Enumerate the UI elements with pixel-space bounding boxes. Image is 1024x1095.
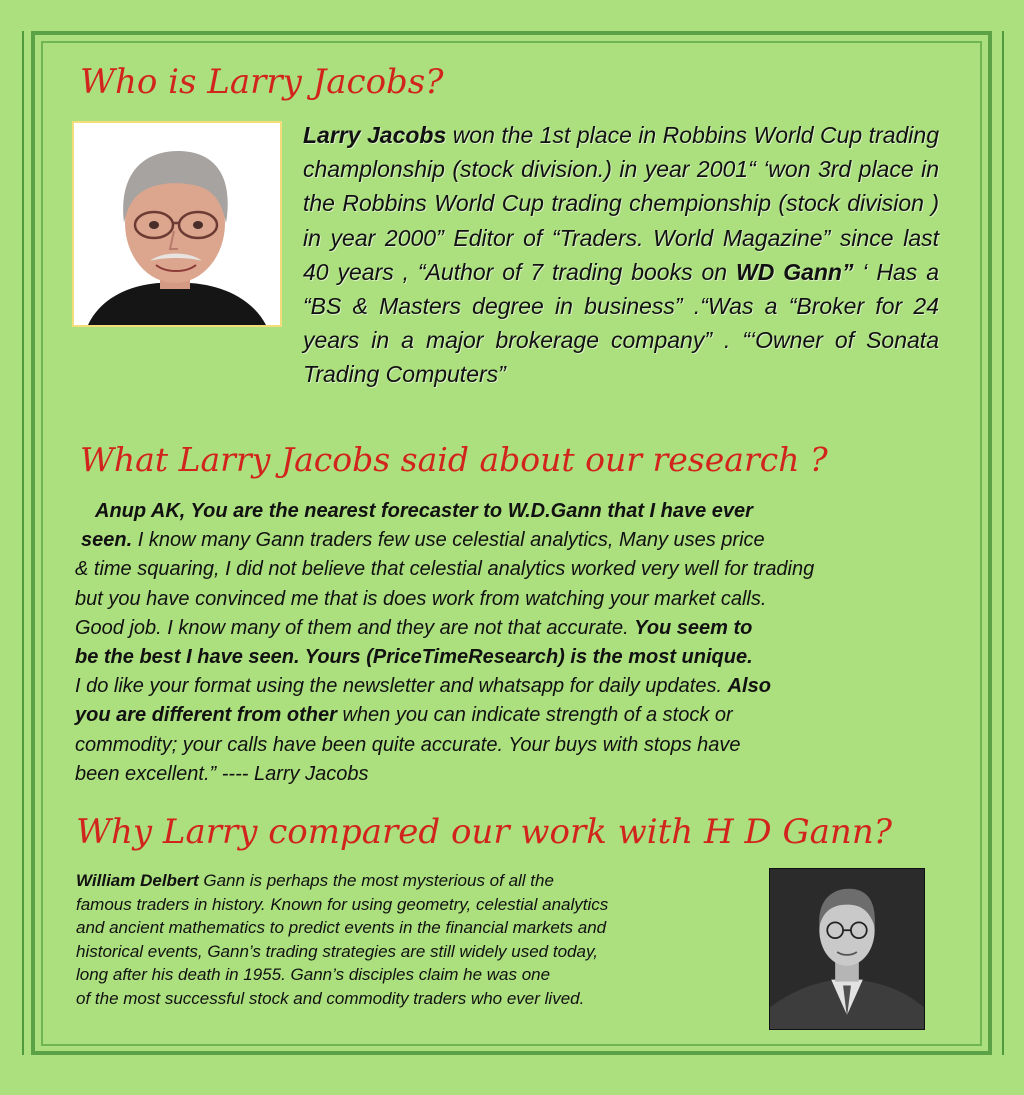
quote-line xyxy=(75,701,965,730)
portrait-illustration xyxy=(74,123,280,325)
quote-bold-text: Anup AK, You are the nearest forecaster to W.D.Gann that I have ever xyxy=(95,500,753,522)
gann-line xyxy=(76,869,766,893)
quote-bold-text: seen. xyxy=(81,529,133,552)
gann-text: Gann is perhaps the most mysterious of all the xyxy=(198,871,554,890)
quote-line: but you have convinced me that is does work from watching your market calls. xyxy=(75,587,767,610)
bio-name: Larry Jacobs xyxy=(303,122,447,148)
gann-portrait-illustration xyxy=(770,869,924,1029)
bio-text-2: ‘ Has a “BS & Masters degree in business” .“Was a “Broker for 24 years in a major brokerage company” . “‘Owner of Sonata Trading Computers” xyxy=(303,258,939,388)
quote-line: been excellent.” ---- Larry Jacobs xyxy=(75,762,369,785)
quote-line xyxy=(75,614,965,643)
quote-line xyxy=(75,497,965,526)
quote-line xyxy=(75,672,965,701)
gann-line: famous traders in history. Known for using geometry, celestial analytics xyxy=(76,894,609,914)
gann-bold-text: William Delbert xyxy=(76,871,199,890)
quote-line xyxy=(75,526,965,555)
wd-gann-photo xyxy=(769,868,925,1030)
quote-bold-text: Also xyxy=(727,675,771,698)
gann-line: historical events, Gann’s trading strategies are still widely used today, xyxy=(76,941,598,961)
quote-bold-text: be the best I have seen. Yours (PriceTimeResearch) is the most unique. xyxy=(75,646,753,669)
quote-text: I do like your format using the newsletter and whatsapp for daily updates. xyxy=(75,675,728,698)
quote-text: Good job. I know many of them and they are not that accurate. xyxy=(75,616,635,639)
heading-what-larry-said: What Larry Jacobs said about our research ? xyxy=(80,440,828,479)
quote-text: when you can indicate strength of a stock or xyxy=(336,704,733,727)
bio-bold-wd-gann: WD Gann” xyxy=(735,258,854,285)
quote-line xyxy=(75,643,965,672)
bio-text-1: won the 1st place in Robbins World Cup trading champlonship (stock division.) in year 2001“ ‘won 3rd place in the Robbins World Cup trading chempionship (stock division ) in year 2000” Editor of “Traders. World Magazine” since last 40 years , “Author of 7 trading books on xyxy=(303,122,939,285)
larry-jacobs-photo xyxy=(72,121,282,327)
quote-line: & time squaring, I did not believe that celestial analytics worked very well for trading xyxy=(75,558,815,581)
larry-jacobs-bio xyxy=(303,118,939,392)
heading-why-compared-gann: Why Larry compared our work with H D Gann? xyxy=(76,812,892,852)
quote-text: I know many Gann traders few use celestial analytics, Many uses price xyxy=(132,529,765,552)
testimonial-quote xyxy=(75,497,965,789)
gann-line: of the most successful stock and commodity traders who ever lived. xyxy=(76,988,585,1008)
gann-line: long after his death in 1955. Gann’s disciples claim he was one xyxy=(76,965,551,984)
heading-who-is-larry-jacobs: Who is Larry Jacobs? xyxy=(80,62,444,102)
gann-line: and ancient mathematics to predict events in the financial markets and xyxy=(76,918,607,937)
quote-bold-text: You seem to xyxy=(634,616,753,639)
gann-description xyxy=(76,869,766,1010)
quote-line: commodity; your calls have been quite accurate. Your buys with stops have xyxy=(75,733,741,756)
quote-bold-text: you are different from other xyxy=(75,704,337,727)
